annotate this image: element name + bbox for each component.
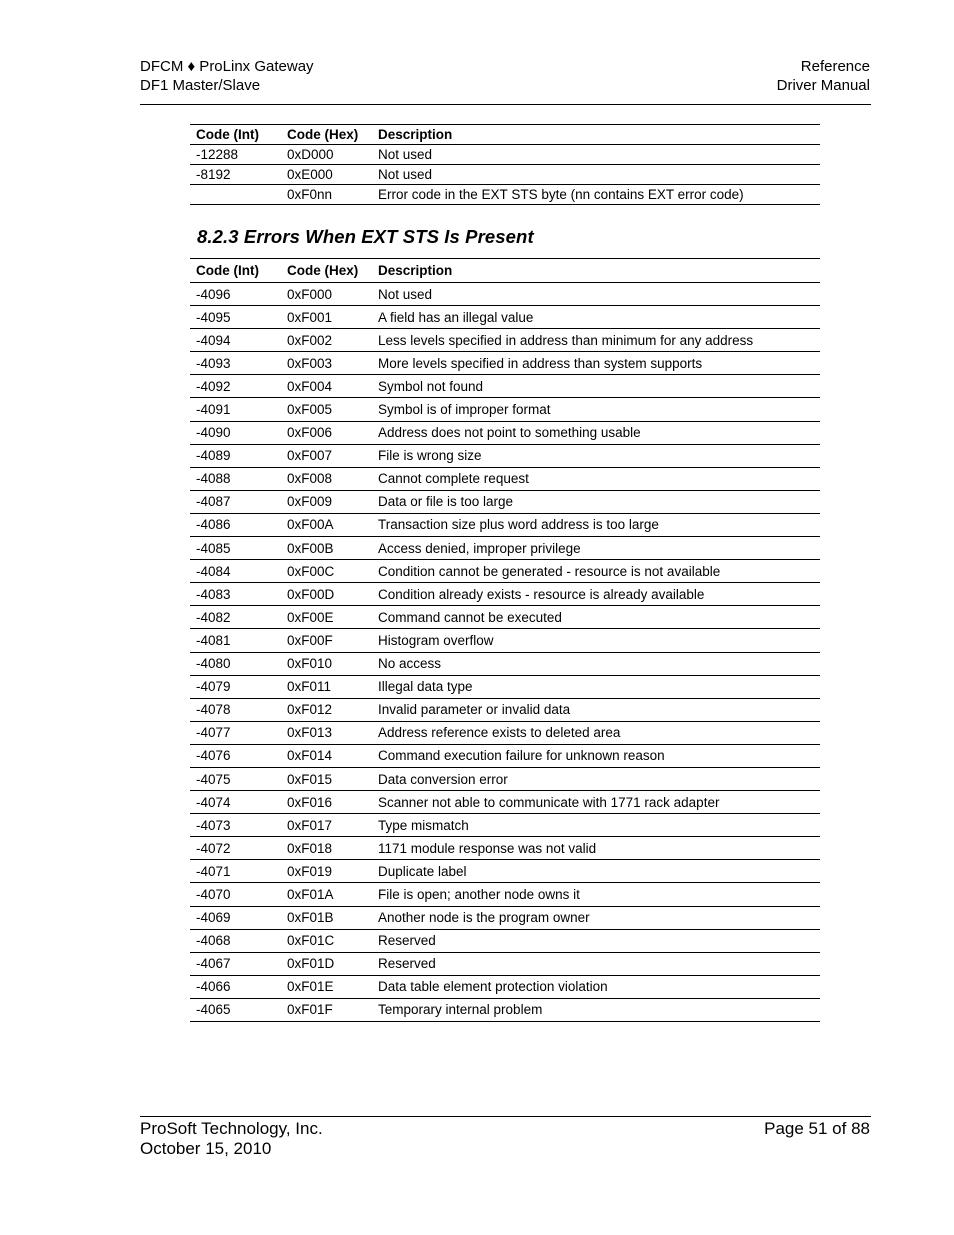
- cell-code-hex: 0xF015: [281, 767, 372, 790]
- cell-code-hex: 0xF012: [281, 698, 372, 721]
- error-code-table-ext-sts: [190, 258, 820, 1022]
- table-row: [190, 583, 820, 606]
- cell-code-int: -12288: [190, 145, 281, 165]
- cell-code-int: -4093: [190, 352, 281, 375]
- cell-code-int: -4072: [190, 837, 281, 860]
- column-header-description: Description: [372, 125, 820, 145]
- cell-code-int: -4096: [190, 283, 281, 306]
- cell-description: Cannot complete request: [372, 467, 820, 490]
- cell-code-hex: 0xF0nn: [281, 185, 372, 205]
- table-row: [190, 698, 820, 721]
- cell-code-int: -8192: [190, 165, 281, 185]
- cell-code-int: -4074: [190, 791, 281, 814]
- company-name: ProSoft Technology, Inc.: [140, 1119, 323, 1138]
- table-header-row: [190, 125, 820, 145]
- table-row: [190, 814, 820, 837]
- cell-code-int: -4089: [190, 444, 281, 467]
- cell-code-int: -4073: [190, 814, 281, 837]
- table-row: [190, 283, 820, 306]
- cell-code-hex: 0xF01B: [281, 906, 372, 929]
- cell-code-int: -4083: [190, 583, 281, 606]
- cell-code-hex: 0xF00D: [281, 583, 372, 606]
- cell-code-hex: 0xF00A: [281, 513, 372, 536]
- cell-description: Data or file is too large: [372, 490, 820, 513]
- cell-code-int: -4075: [190, 767, 281, 790]
- table-row: [190, 352, 820, 375]
- table-header-row: [190, 259, 820, 283]
- table-row: [190, 860, 820, 883]
- cell-code-int: -4079: [190, 675, 281, 698]
- cell-code-hex: 0xF000: [281, 283, 372, 306]
- table-row: [190, 744, 820, 767]
- cell-description: A field has an illegal value: [372, 306, 820, 329]
- table-row: [190, 721, 820, 744]
- table-row: [190, 329, 820, 352]
- table-row: [190, 837, 820, 860]
- table-row: [190, 629, 820, 652]
- page-footer-left: [140, 1119, 323, 1158]
- cell-code-hex: 0xF010: [281, 652, 372, 675]
- table-row: [190, 165, 820, 185]
- cell-code-int: -4066: [190, 975, 281, 998]
- cell-code-int: -4091: [190, 398, 281, 421]
- cell-description: Illegal data type: [372, 675, 820, 698]
- cell-code-hex: 0xF01E: [281, 975, 372, 998]
- cell-description: No access: [372, 652, 820, 675]
- cell-description: Type mismatch: [372, 814, 820, 837]
- cell-code-hex: 0xF005: [281, 398, 372, 421]
- cell-description: Condition already exists - resource is already available: [372, 583, 820, 606]
- cell-code-int: -4067: [190, 952, 281, 975]
- cell-code-int: -4090: [190, 421, 281, 444]
- cell-code-hex: 0xF01A: [281, 883, 372, 906]
- cell-description: Access denied, improper privilege: [372, 537, 820, 560]
- cell-description: Duplicate label: [372, 860, 820, 883]
- product-subtitle: DF1 Master/Slave: [140, 77, 261, 94]
- cell-code-hex: 0xF014: [281, 744, 372, 767]
- cell-code-hex: 0xF019: [281, 860, 372, 883]
- table-row: [190, 975, 820, 998]
- header-divider: [140, 104, 871, 105]
- table-row: [190, 375, 820, 398]
- cell-description: Invalid parameter or invalid data: [372, 698, 820, 721]
- cell-description: Symbol is of improper format: [372, 398, 820, 421]
- error-code-table-top: [190, 124, 820, 205]
- footer-divider: [140, 1116, 871, 1117]
- cell-code-int: -4095: [190, 306, 281, 329]
- cell-code-hex: 0xF002: [281, 329, 372, 352]
- cell-code-int: -4069: [190, 906, 281, 929]
- cell-code-hex: 0xF01D: [281, 952, 372, 975]
- cell-description: Scanner not able to communicate with 1771 rack adapter: [372, 791, 820, 814]
- cell-code-hex: 0xF00F: [281, 629, 372, 652]
- cell-description: Transaction size plus word address is too large: [372, 513, 820, 536]
- cell-description: Error code in the EXT STS byte (nn contains EXT error code): [372, 185, 820, 205]
- cell-code-hex: 0xE000: [281, 165, 372, 185]
- cell-description: Histogram overflow: [372, 629, 820, 652]
- cell-description: Command cannot be executed: [372, 606, 820, 629]
- cell-code-hex: 0xF007: [281, 444, 372, 467]
- cell-description: Temporary internal problem: [372, 998, 820, 1021]
- table-row: [190, 421, 820, 444]
- cell-code-hex: 0xF001: [281, 306, 372, 329]
- table-row: [190, 467, 820, 490]
- table-row: [190, 398, 820, 421]
- cell-description: Command execution failure for unknown reason: [372, 744, 820, 767]
- table-row: [190, 560, 820, 583]
- page-header-right: [777, 57, 870, 95]
- cell-code-hex: 0xF016: [281, 791, 372, 814]
- cell-description: File is open; another node owns it: [372, 883, 820, 906]
- cell-description: Condition cannot be generated - resource is not available: [372, 560, 820, 583]
- table-row: [190, 537, 820, 560]
- cell-code-int: -4071: [190, 860, 281, 883]
- cell-code-int: -4081: [190, 629, 281, 652]
- page-footer-right: [764, 1119, 870, 1139]
- table-row: [190, 998, 820, 1021]
- table-row: [190, 767, 820, 790]
- cell-description: Not used: [372, 145, 820, 165]
- cell-code-hex: 0xF01F: [281, 998, 372, 1021]
- table-row: [190, 444, 820, 467]
- table-row: [190, 606, 820, 629]
- cell-code-int: -4078: [190, 698, 281, 721]
- table-row: [190, 952, 820, 975]
- table-row: [190, 929, 820, 952]
- cell-code-int: -4088: [190, 467, 281, 490]
- cell-description: Address reference exists to deleted area: [372, 721, 820, 744]
- cell-code-hex: 0xF00E: [281, 606, 372, 629]
- table-row: [190, 675, 820, 698]
- cell-description: Reserved: [372, 929, 820, 952]
- cell-code-hex: 0xF006: [281, 421, 372, 444]
- cell-code-int: -4085: [190, 537, 281, 560]
- table-row: [190, 513, 820, 536]
- cell-description: Not used: [372, 283, 820, 306]
- table-row: [190, 906, 820, 929]
- cell-code-hex: 0xF017: [281, 814, 372, 837]
- cell-description: Reserved: [372, 952, 820, 975]
- cell-description: 1171 module response was not valid: [372, 837, 820, 860]
- cell-code-int: -4068: [190, 929, 281, 952]
- table-row: [190, 145, 820, 165]
- table-row: [190, 791, 820, 814]
- cell-description: Less levels specified in address than minimum for any address: [372, 329, 820, 352]
- cell-code-hex: 0xD000: [281, 145, 372, 165]
- cell-code-int: -4076: [190, 744, 281, 767]
- cell-code-hex: 0xF00B: [281, 537, 372, 560]
- cell-code-hex: 0xF013: [281, 721, 372, 744]
- column-header-description: Description: [372, 259, 820, 283]
- cell-code-int: -4084: [190, 560, 281, 583]
- table-row: [190, 185, 820, 205]
- cell-description: File is wrong size: [372, 444, 820, 467]
- cell-code-int: -4065: [190, 998, 281, 1021]
- cell-code-hex: 0xF018: [281, 837, 372, 860]
- page-number: Page 51 of 88: [764, 1119, 870, 1138]
- cell-code-int: -4070: [190, 883, 281, 906]
- cell-code-int: -4086: [190, 513, 281, 536]
- column-header-code-int: Code (Int): [190, 259, 281, 283]
- cell-description: Address does not point to something usable: [372, 421, 820, 444]
- manual-section: Reference: [800, 58, 870, 75]
- cell-code-hex: 0xF011: [281, 675, 372, 698]
- manual-type: Driver Manual: [776, 77, 870, 94]
- column-header-code-hex: Code (Hex): [281, 125, 372, 145]
- cell-code-int: -4092: [190, 375, 281, 398]
- cell-code-hex: 0xF004: [281, 375, 372, 398]
- cell-description: More levels specified in address than system supports: [372, 352, 820, 375]
- product-title: DFCM ♦ ProLinx Gateway: [140, 58, 314, 75]
- cell-description: Another node is the program owner: [372, 906, 820, 929]
- cell-code-hex: 0xF01C: [281, 929, 372, 952]
- cell-description: Not used: [372, 165, 820, 185]
- cell-code-hex: 0xF003: [281, 352, 372, 375]
- page-header-left: [140, 57, 314, 95]
- cell-code-hex: 0xF008: [281, 467, 372, 490]
- cell-description: Data conversion error: [372, 767, 820, 790]
- table-row: [190, 652, 820, 675]
- cell-code-int: -4077: [190, 721, 281, 744]
- cell-code-int: -4082: [190, 606, 281, 629]
- cell-code-int: -4080: [190, 652, 281, 675]
- cell-code-hex: 0xF00C: [281, 560, 372, 583]
- section-heading: 8.2.3 Errors When EXT STS Is Present: [197, 226, 534, 247]
- table-row: [190, 883, 820, 906]
- column-header-code-int: Code (Int): [190, 125, 281, 145]
- cell-code-int: -4094: [190, 329, 281, 352]
- cell-code-int: -4087: [190, 490, 281, 513]
- table-row: [190, 306, 820, 329]
- cell-code-int: [190, 185, 281, 205]
- table-row: [190, 490, 820, 513]
- cell-description: Symbol not found: [372, 375, 820, 398]
- cell-description: Data table element protection violation: [372, 975, 820, 998]
- column-header-code-hex: Code (Hex): [281, 259, 372, 283]
- cell-code-hex: 0xF009: [281, 490, 372, 513]
- publication-date: October 15, 2010: [140, 1138, 272, 1158]
